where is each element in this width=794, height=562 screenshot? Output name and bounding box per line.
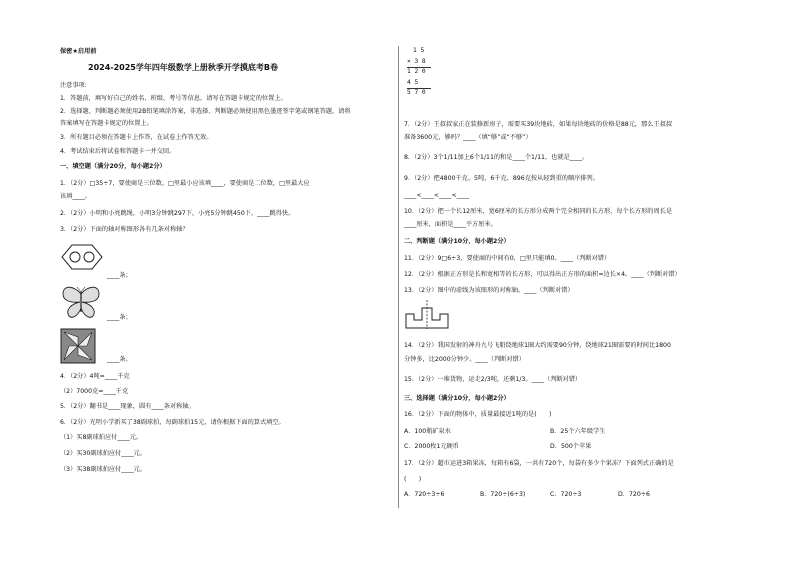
- butterfly-figure: [61, 286, 101, 320]
- question-9-blank: ____<____<____<____: [404, 192, 470, 199]
- question-7-cont: 准备3600元，够吗？____（填“够”或“不够”）: [404, 134, 532, 141]
- question-12: 12．（2分）根据正方形是长和宽相等的长方形，可以得出正方形的面积=边长×4。____（判断对错）: [404, 271, 681, 278]
- question-7: 7．（2分）王叔叔家正在装修新房子，需要买39块地砖，如果每块地砖的价格是88元，那么王叔叔: [404, 121, 673, 128]
- option-17-b: B．720÷(6÷3): [480, 491, 526, 498]
- secret-label: 保密★启用前: [60, 48, 97, 55]
- question-4: 4．（2分）4吨=____千克: [60, 373, 130, 380]
- calc-line: 5 7 0: [407, 89, 426, 97]
- question-17-paren: ( ): [404, 476, 422, 483]
- calc-line: × 3 8: [407, 57, 426, 65]
- question-5: 5．（2分）翻书是____现象，圆有____条对称轴。: [60, 403, 195, 410]
- question-10-cont: ____厘米，面积是____平方厘米。: [404, 221, 497, 228]
- notes-heading: 注意事项:: [60, 82, 87, 89]
- note-item: 4．考试结束后将试卷和答题卡一并交回。: [60, 148, 176, 155]
- question-6-part-3: （3）买38副球拍应付____元。: [60, 466, 147, 473]
- option-17-d: D．720÷6: [618, 491, 650, 498]
- question-14-cont: 分钟多，比2000分钟少。____（判断对错）: [404, 356, 525, 363]
- option-16-b: B．25个六年级学生: [550, 428, 606, 435]
- q3-blank-a: ____条；: [107, 272, 132, 279]
- note-item: 答案填写在答题卡规定的位置上。: [60, 120, 153, 127]
- column-divider: [398, 46, 399, 508]
- vertical-calculation: [407, 46, 431, 99]
- question-14: 14．（2分）我国发射的神舟九号飞船绕地球1圈大约需要90分钟，绕地球21圈需要的时间比1800: [404, 342, 671, 349]
- diamond-circles-figure: [60, 243, 104, 271]
- question-1-cont: 该填____。: [60, 193, 91, 200]
- question-15: 15．（2分）一堆货物，运走2/3吨，还剩1/3。____（判断对错）: [404, 376, 582, 383]
- option-16-d: D．500个苹果: [550, 443, 592, 450]
- note-item: 3．所有题目必须在答题卡上作答，在试卷上作答无效。: [60, 134, 213, 141]
- question-8: 8．（2分）3个1/11加上6个1/11的和是____个1/11，也就是____。: [404, 154, 589, 161]
- question-13: 13．（2分）图中的虚线为该图形的对称轴。____（判断对错）: [404, 287, 574, 294]
- option-16-c: C．2000枚1元硬币: [404, 443, 459, 450]
- question-10: 10．（2分）把一个长12厘米，宽6厘米的长方形分成两个完全相同的长方形，每个长方形的周长是: [404, 208, 673, 215]
- question-2: 2．（2分）小明和小亮跳绳，小明3分钟跳297下，小亮5分钟跳450下，____跳得快。: [60, 210, 295, 217]
- question-9: 9．（2分）把4800千克、5吨、6千克、896克按从轻到重的顺序排列。: [404, 175, 599, 182]
- option-16-a: A．100瓶矿泉水: [404, 428, 451, 435]
- q3-blank-b: ____条；: [107, 314, 132, 321]
- question-11: 11．（2分）9□6÷3，要使商的中间有0，□里只能填0。____（判断对错）: [404, 255, 611, 262]
- option-17-a: A．720÷3÷6: [404, 491, 445, 498]
- question-3: 3．（2分）下面的轴对称图形各有几条对称轴？: [60, 226, 189, 233]
- question-4-part-2: （2）7000克=____千克: [60, 388, 129, 395]
- calc-line: 1 5: [413, 47, 425, 54]
- question-6: 6．（2分）光明小学新买了38副球拍，每副球拍15元，请你根据下面的算式填空。: [60, 419, 285, 426]
- section-heading-fill: 一、填空题（满分20分，每小题2分）: [60, 163, 166, 170]
- page-title: 2024-2025学年四年级数学上册秋季开学摸底考B卷: [88, 63, 278, 72]
- question-6-part-1: （1）买8副球拍应付____元。: [60, 434, 143, 441]
- question-6-part-2: （2）买30副球拍应付____元。: [60, 450, 147, 457]
- section-heading-choice: 三、选择题（满分10分，每小题2分）: [404, 395, 510, 402]
- question-1: 1．（2分）□35÷7，要使商是三位数，□里最小应该填____，要使商是二位数，□里最大应: [60, 180, 310, 187]
- star-square-figure: [60, 328, 96, 364]
- question-16: 16．（2分）下面的物体中，质量最接近1吨的是( ): [404, 411, 552, 418]
- section-heading-judge: 二、判断题（满分10分，每小题2分）: [404, 238, 510, 245]
- q3-blank-c: ____条。: [107, 356, 132, 363]
- note-item: 2．选择题、判断题必须使用2B铅笔填涂答案，非选择、判断题必须使用黑色墨迹签字笔或钢笔答题，请将: [60, 108, 351, 115]
- note-item: 1．答题前，填写好自己的姓名、班级、考号等信息，请写在答题卡规定的位置上。: [60, 95, 287, 102]
- option-17-c: C．720÷3: [550, 491, 582, 498]
- calc-line: 1 2 0: [407, 68, 426, 76]
- symmetry-figure: [404, 298, 450, 330]
- calc-line: 4 5: [407, 78, 419, 86]
- question-17: 17．（2分）超市运进3箱果冻，每箱有6袋，一共有720个，每袋有多少个果冻？下面列式正确的是: [404, 460, 674, 467]
